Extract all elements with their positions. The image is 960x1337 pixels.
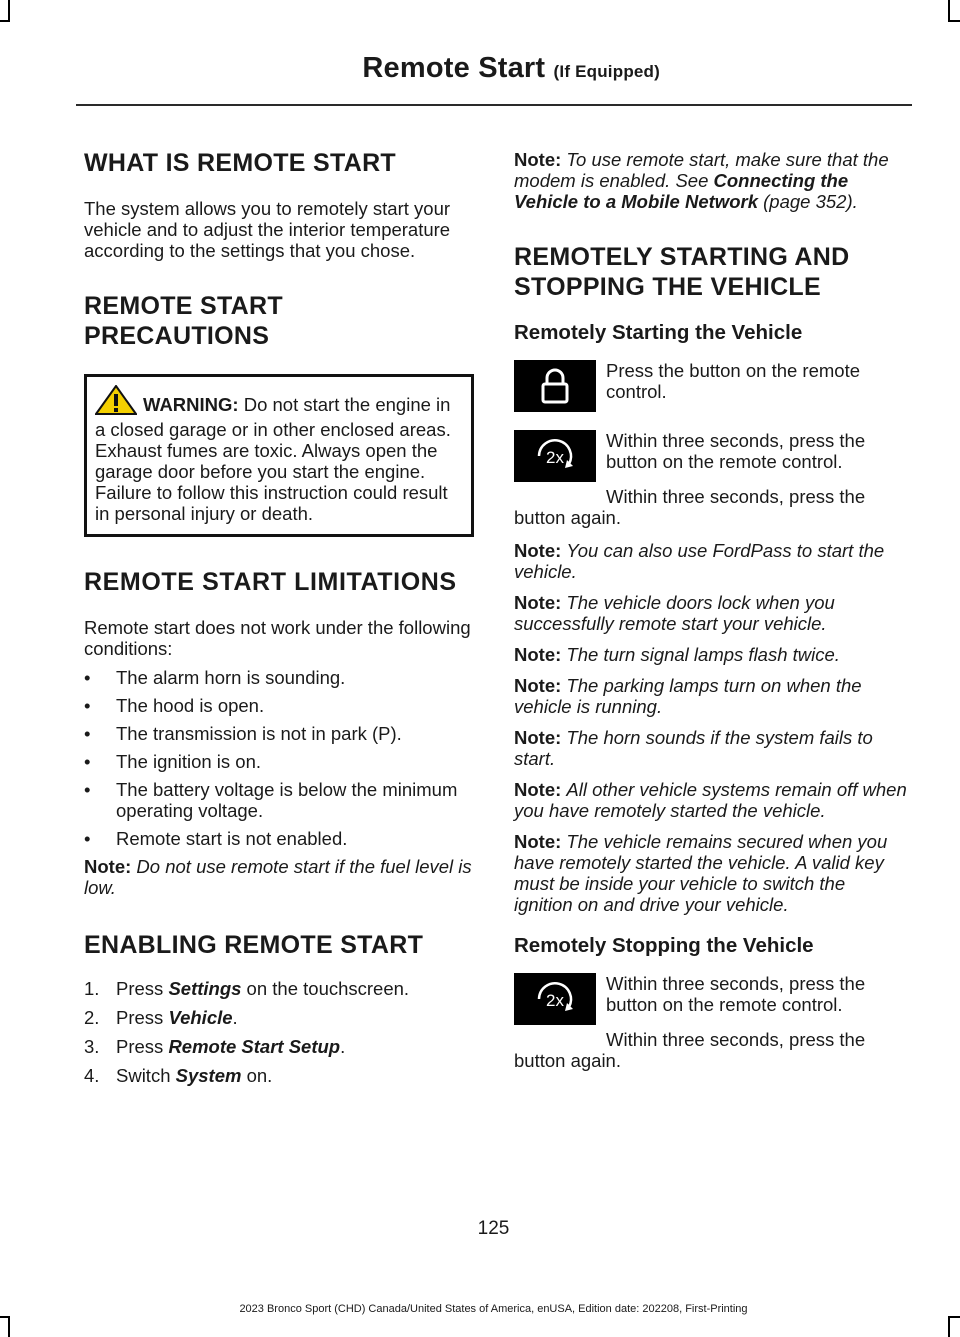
note-label: Note: xyxy=(514,644,562,665)
note-item xyxy=(514,644,908,665)
list-item xyxy=(84,1036,474,1057)
precautions-heading-line1: REMOTE START xyxy=(84,292,283,320)
limitations-list xyxy=(84,667,474,849)
step-emphasis: Vehicle xyxy=(168,1007,233,1028)
step-text: Press xyxy=(116,978,169,999)
note-label: Note: xyxy=(514,779,562,800)
remote-start-2x-icon xyxy=(514,973,596,1025)
crop-mark xyxy=(0,20,10,22)
cross-reference-link[interactable]: Connecting the Vehicle to a Mobile Network xyxy=(514,170,849,212)
header-title-text: Remote Start xyxy=(362,52,546,84)
page-number: 125 xyxy=(477,1218,510,1239)
list-item: • The ignition is on. xyxy=(84,751,474,772)
left-column xyxy=(84,140,474,1094)
note-text: (page 352). xyxy=(757,191,858,212)
icon-2x-label: 2x xyxy=(546,448,564,467)
stop-step-1 xyxy=(514,973,908,1029)
enabling-heading: ENABLING REMOTE START xyxy=(84,931,424,959)
crop-mark xyxy=(0,1316,10,1318)
footer-edition-text: 2023 Bronco Sport (CHD) Canada/United States of America, enUSA, Edition date: 202208, First-Printing xyxy=(239,1303,748,1315)
note-item xyxy=(514,675,908,717)
modem-note xyxy=(514,149,908,212)
limitations-heading: REMOTE START LIMITATIONS xyxy=(84,568,457,596)
warning-label: WARNING: xyxy=(143,394,239,415)
list-item: • The hood is open. xyxy=(84,695,474,716)
step-text: Press xyxy=(116,1036,169,1057)
note-text: You can also use FordPass to start the vehicle. xyxy=(514,540,885,582)
start-step-2 xyxy=(514,430,908,486)
warning-text: Do not start the engine in a closed garage or in other enclosed areas. Exhaust fumes are toxic. Always open the garage door before you start the engine. Failure to follow this instruction could result in personal injury or death. xyxy=(95,394,451,524)
note-text: To use remote start, make sure that the modem is enabled. See xyxy=(514,149,889,191)
list-item xyxy=(84,1007,474,1028)
step-emphasis: Remote Start Setup xyxy=(168,1036,341,1057)
step-number: 3. xyxy=(84,1036,100,1057)
start-step-1 xyxy=(514,360,908,416)
note-label: Note: xyxy=(514,149,562,170)
note-item xyxy=(514,779,908,821)
note-text: The parking lamps turn on when the vehicle is running. xyxy=(514,675,862,717)
crop-mark xyxy=(948,20,960,22)
list-item xyxy=(84,978,474,999)
lock-button-icon xyxy=(514,360,596,412)
starting-stopping-heading-line2: STOPPING THE VEHICLE xyxy=(514,273,821,301)
right-column xyxy=(514,140,908,1071)
stop-step-1-text: Within three seconds, press the button on the remote control. xyxy=(606,973,866,1015)
icon-2x-label: 2x xyxy=(546,991,564,1010)
step-text: Press xyxy=(116,1007,169,1028)
crop-mark xyxy=(948,1316,960,1318)
note-text: The vehicle remains secured when you have remotely started the vehicle. A valid key must be inside your vehicle to switch the ignition on and drive your vehicle. xyxy=(514,831,888,915)
page-header-title xyxy=(362,52,660,85)
list-item: • The transmission is not in park (P). xyxy=(84,723,474,744)
crop-mark xyxy=(948,0,950,22)
note-text: All other vehicle systems remain off when you have remotely started the vehicle. xyxy=(514,779,907,821)
step-text: on the touchscreen. xyxy=(241,978,410,999)
note-text: Do not use remote start if the fuel level is low. xyxy=(84,856,472,898)
list-item: • The alarm horn is sounding. xyxy=(84,667,474,688)
note-item xyxy=(514,540,908,582)
precautions-heading-line2: PRECAUTIONS xyxy=(84,322,270,350)
remotely-starting-subheading: Remotely Starting the Vehicle xyxy=(514,321,803,344)
start-step-3-text: Within three seconds, press the button again. xyxy=(514,486,866,528)
note-text: The turn signal lamps flash twice. xyxy=(566,644,840,665)
crop-mark xyxy=(948,1316,950,1337)
note-label: Note: xyxy=(514,540,562,561)
note-label: Note: xyxy=(514,592,562,613)
start-step-2-text: Within three seconds, press the button on the remote control. xyxy=(606,430,866,472)
step-text: on. xyxy=(241,1065,273,1086)
remotely-stopping-subheading: Remotely Stopping the Vehicle xyxy=(514,934,814,957)
note-text: The vehicle doors lock when you successfully remote start your vehicle. xyxy=(514,592,835,634)
what-is-remote-start-heading: WHAT IS REMOTE START xyxy=(84,149,396,177)
note-item xyxy=(514,831,908,915)
note-label: Note: xyxy=(514,727,562,748)
crop-mark xyxy=(8,0,10,22)
step-number: 4. xyxy=(84,1065,100,1086)
warning-box xyxy=(84,374,474,537)
stop-step-2-text: Within three seconds, press the button again. xyxy=(514,1029,866,1071)
header-subtitle: (If Equipped) xyxy=(553,62,660,81)
note-item xyxy=(514,727,908,769)
remote-start-2x-icon xyxy=(514,430,596,482)
start-notes xyxy=(514,540,908,915)
step-number: 2. xyxy=(84,1007,100,1028)
step-emphasis: System xyxy=(175,1065,242,1086)
enabling-steps xyxy=(84,978,474,1086)
warning-triangle-icon xyxy=(95,385,137,419)
limitations-intro: Remote start does not work under the following conditions: xyxy=(84,617,471,659)
step-text: . xyxy=(340,1036,346,1057)
note-label: Note: xyxy=(514,675,562,696)
step-text: Switch xyxy=(116,1065,176,1086)
what-is-remote-start-body: The system allows you to remotely start your vehicle and to adjust the interior temperature according to the settings that you chose. xyxy=(84,198,451,261)
note-text: The horn sounds if the system fails to start. xyxy=(514,727,873,769)
list-item: • Remote start is not enabled. xyxy=(84,828,474,849)
step-text: . xyxy=(232,1007,238,1028)
note-label: Note: xyxy=(84,856,132,877)
step-number: 1. xyxy=(84,978,100,999)
header-divider xyxy=(76,104,912,106)
list-item: • The battery voltage is below the minimum operating voltage. xyxy=(84,779,474,821)
list-item xyxy=(84,1065,474,1086)
start-step-1-text: Press the button on the remote control. xyxy=(606,360,861,402)
fuel-note xyxy=(84,856,474,898)
starting-stopping-heading-line1: REMOTELY STARTING AND xyxy=(514,243,850,271)
note-label: Note: xyxy=(514,831,562,852)
note-item xyxy=(514,592,908,634)
step-emphasis: Settings xyxy=(168,978,242,999)
crop-mark xyxy=(8,1316,10,1337)
